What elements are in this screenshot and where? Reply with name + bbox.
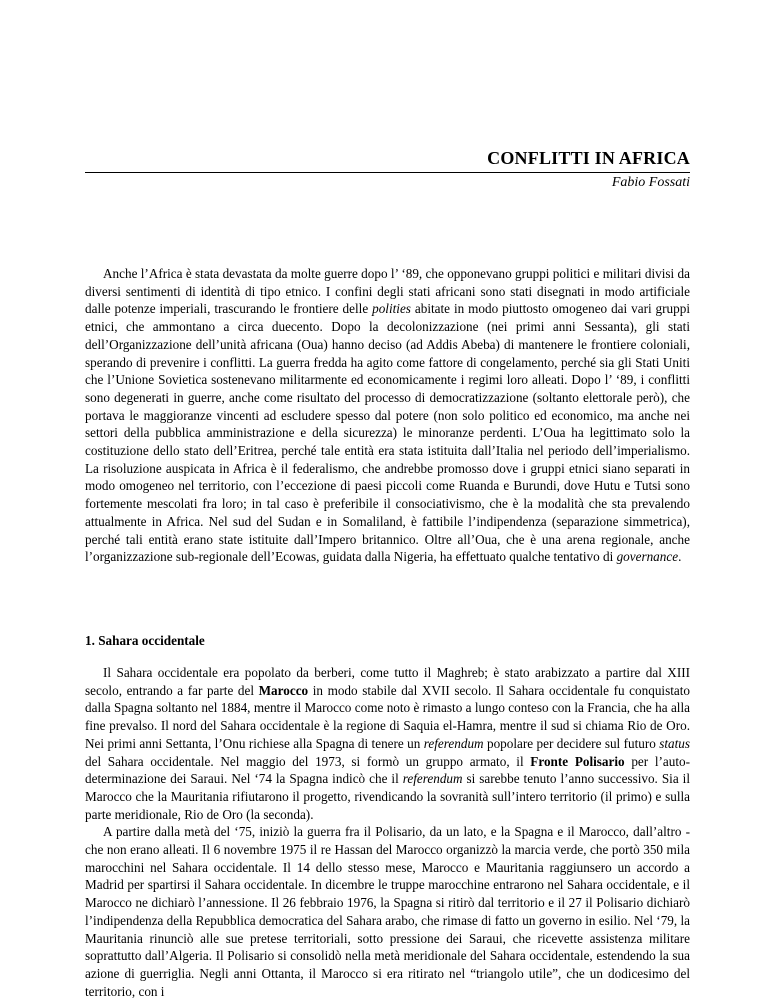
bold-term: Fronte Polisario	[530, 753, 625, 769]
italic-term: status	[659, 735, 691, 751]
intro-paragraph	[85, 265, 690, 566]
text-run: del Sahara occidentale. Nel maggio del 1973, si formò un gruppo armato, il	[85, 753, 531, 769]
text-run: abitate in modo piuttosto omogeneo dai vari gruppi etnici, che ammontano a circa duecento. Dopo la decolonizzazione (nei primi anni Sessanta), gli stati dell’Organizzazione dell’unità africana (Oua) hanno deciso (ad Addis Abeba) di mantenere le frontiere coloniali, sperando di prevenire i conflitti. La guerra fredda ha agito come fattore di congelamento, perché sia gli Stati Uniti che l’Unione Sovietica sostenevano militarmente ed economicamente i regimi loro alleati. Dopo l’ ‘89, i conflitti sono degenerati in guerre, anche come risultato del processo di democratizzazione (soltanto elettorale però), che portava le maggioranze vincenti ad escludere spesso dal potere (non solo politico ed economico, ma anche nei settori della pubblica amministrazione e della sicurezza) le minoranze perdenti. L’Oua ha legittimato solo la costituzione dello stato dell’Eritrea, perché tale entità era stata istituita dall’Italia nel periodo dell’imperialismo. La risoluzione auspicata in Africa è il federalismo, che andrebbe promosso dove i gruppi etnici siano separati in modo omogeneo nel territorio, con l’eccezione di paesi piccoli come Ruanda e Burundi, dove Hutu e Tutsi sono fortemente mescolati fra loro; in tal caso è preferibile il consociativismo, che è la modalità che sta prevalendo attualmente in Africa. Nel sud del Sudan e in Somaliland, è fattibile l’indipendenza (separazione simmetrica), perché tali entità erano state istituite dall’Impero britannico. Oltre all’Oua, che è una arena regionale, anche l’organizzazione sub-regionale dell’Ecowas, guidata dalla Nigeria, ha effettuato qualche tentativo di	[85, 301, 690, 565]
section-paragraph-1	[85, 664, 690, 823]
author-name: Fabio Fossati	[611, 175, 690, 190]
section-body	[85, 664, 690, 1000]
section-paragraph-2	[85, 823, 690, 1000]
text-run: Anche l’Africa è stata devastata da molte guerre dopo l’ ‘89, che opponevano gruppi politici e militari divisi da diversi sentimenti di identità di tipo etnico. I confini degli stati africani sono stati disegnati in modo artificiale dalle potenze imperiali, trascurando le frontiere delle	[85, 266, 690, 317]
intro-section	[85, 265, 690, 566]
text-run: .	[678, 549, 682, 565]
text-run: A partire dalla metà del ‘75, iniziò la guerra fra il Polisario, da un lato, e la Spagna e il Marocco, dall’altro - che non erano alleati. Il 6 novembre 1975 il re Hassan del Marocco organizzò la marcia verde, che portò 350 mila marocchini nel Sahara occidentale. Il 14 dello stesso mese, Marocco e Mauritania raggiunsero un accordo a Madrid per spartirsi il Sahara occidentale. In dicembre le truppe marocchine entrarono nel Sahara occidentale, e il Marocco ne dichiarò l’annessione. Il 26 febbraio 1976, la Spagna si ritirò dal territorio e il 27 il Polisario dichiarò l’indipendenza della Repubblica democratica del Sahara arabo, che rimase di fatto un governo in esilio. Nel ‘79, la Mauritania rinunciò alle sue pretese territoriali, sotto pressione dei Saraui, che ricevette assistenza militare soprattutto dall’Algeria. Il Polisario si consolidò nella metà meridionale del Sahara occidentale, estendendo la sua azione di guerriglia. Negli anni Ottanta, il Marocco si era ritirato nel “triangolo utile”, che un dodicesimo del territorio, con i	[85, 824, 690, 999]
page-title: CONFLITTI IN AFRICA	[487, 148, 690, 168]
italic-term: polities	[372, 301, 411, 317]
title-rule	[85, 172, 690, 173]
text-run: Il Sahara occidentale era popolato da berberi, come tutto il Maghreb; è stato arabizzato a partire dal XIII secolo, entrando a far parte del	[85, 665, 690, 698]
italic-term: referendum	[402, 771, 463, 787]
italic-term: referendum	[423, 735, 484, 751]
text-run: in modo stabile dal XVII secolo. Il Sahara occidentale fu conquistato dalla Spagna soltanto nel 1884, mentre il Marocco come noto è rimasto a lungo conteso con la Francia, che ha alla fine prevalso. Il nord del Sahara occidentale è la regione di Saquia el-Hamra, mentre il sud si chiama Rio de Oro. Nei primi anni Settanta, l’Onu richiese alla Spagna di tenere un	[85, 682, 690, 751]
section-heading: 1. Sahara occidentale	[85, 633, 205, 648]
text-run: popolare per decidere sul futuro	[483, 735, 660, 751]
text-run: per l’auto-determinazione dei Saraui. Nel ‘74 la Spagna indicò che il	[85, 753, 690, 787]
bold-term: Marocco	[258, 682, 309, 698]
text-run: si sarebbe tenuto l’anno successivo. Sia il Marocco che la Mauritania rifiutarono il progetto, rivendicando la sovranità sull’intero territorio (il primo) e sulla parte meridionale, Rio de Oro (la seconda).	[85, 771, 690, 822]
italic-term: governance	[616, 549, 679, 565]
